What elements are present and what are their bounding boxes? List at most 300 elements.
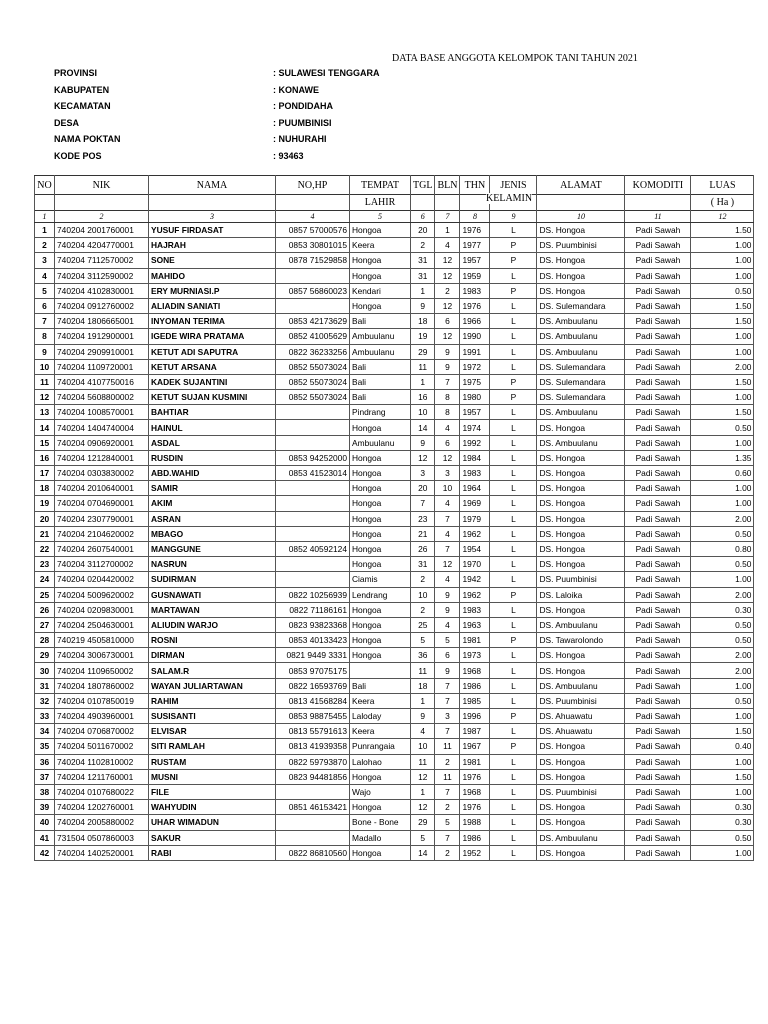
hp-cell: 0822 71186161: [276, 602, 350, 617]
thn-cell: 1996: [460, 709, 490, 724]
luas-cell: 1.50: [691, 769, 754, 784]
thn-cell: 1942: [460, 572, 490, 587]
komoditi-cell: Padi Sawah: [625, 359, 691, 374]
subheader-row: [35, 195, 754, 211]
hp-cell: [276, 420, 350, 435]
column-number: 6: [411, 211, 435, 223]
jenis-cell: L: [490, 511, 537, 526]
table-row: [35, 526, 754, 541]
tempat-cell: Ciamis: [350, 572, 411, 587]
thn-cell: 1970: [460, 557, 490, 572]
info-label: KODE POS: [54, 150, 102, 161]
info-label: KECAMATAN: [54, 101, 111, 111]
komoditi-cell: Padi Sawah: [625, 405, 691, 420]
nama-cell: ALIADIN SANIATI: [149, 298, 276, 313]
tempat-cell: Hongoa: [350, 633, 411, 648]
nik-cell: 740219 4505810000: [55, 633, 149, 648]
tempat-cell: Pindrang: [350, 405, 411, 420]
komoditi-cell: Padi Sawah: [625, 587, 691, 602]
bln-cell: 4: [435, 420, 460, 435]
luas-cell: 0.50: [691, 557, 754, 572]
luas-cell: 0.30: [691, 602, 754, 617]
komoditi-cell: Padi Sawah: [625, 314, 691, 329]
nik-cell: 740204 1008570001: [55, 405, 149, 420]
alamat-cell: DS. Ahuawatu: [537, 709, 625, 724]
table-row: [35, 633, 754, 648]
bln-cell: 7: [435, 678, 460, 693]
luas-cell: 1.00: [691, 709, 754, 724]
alamat-cell: DS. Laloika: [537, 587, 625, 602]
table-row: [35, 390, 754, 405]
alamat-cell: DS. Ahuawatu: [537, 724, 625, 739]
jenis-cell: P: [490, 238, 537, 253]
bln-cell: 6: [435, 435, 460, 450]
tgl-cell: 1: [411, 693, 435, 708]
column-number: 12: [691, 211, 754, 223]
tempat-cell: Ambuulanu: [350, 344, 411, 359]
luas-cell: 2.00: [691, 663, 754, 678]
alamat-cell: DS. Hongoa: [537, 602, 625, 617]
alamat-cell: DS. Sulemandara: [537, 359, 625, 374]
table-row: [35, 283, 754, 298]
nik-cell: 740204 3006730001: [55, 648, 149, 663]
alamat-cell: DS. Hongoa: [537, 511, 625, 526]
bln-cell: 9: [435, 663, 460, 678]
table-row: [35, 481, 754, 496]
tempat-cell: Hongoa: [350, 769, 411, 784]
jenis-cell: L: [490, 541, 537, 556]
bln-cell: 8: [435, 405, 460, 420]
nama-cell: MARTAWAN: [149, 602, 276, 617]
thn-cell: 1973: [460, 648, 490, 663]
luas-cell: 0.50: [691, 420, 754, 435]
nik-cell: 740204 0912760002: [55, 298, 149, 313]
tempat-cell: Hongoa: [350, 557, 411, 572]
bln-cell: 6: [435, 648, 460, 663]
nik-cell: 731504 0507860003: [55, 830, 149, 845]
tempat-cell: Bali: [350, 678, 411, 693]
alamat-cell: DS. Hongoa: [537, 496, 625, 511]
hp-cell: 0853 94252000: [276, 450, 350, 465]
alamat-cell: DS. Hongoa: [537, 648, 625, 663]
hp-cell: [276, 405, 350, 420]
komoditi-cell: Padi Sawah: [625, 815, 691, 830]
alamat-cell: DS. Sulemandara: [537, 374, 625, 389]
nik-cell: 740204 3112700002: [55, 557, 149, 572]
table-row: [35, 435, 754, 450]
thn-cell: 1987: [460, 724, 490, 739]
komoditi-cell: Padi Sawah: [625, 420, 691, 435]
tgl-cell: 20: [411, 223, 435, 238]
jenis-cell: L: [490, 481, 537, 496]
thn-cell: 1966: [460, 314, 490, 329]
nama-cell: ROSNI: [149, 633, 276, 648]
jenis-cell: L: [490, 344, 537, 359]
nik-cell: 740204 2307790001: [55, 511, 149, 526]
tgl-cell: 4: [411, 724, 435, 739]
hp-cell: 0853 97075175: [276, 663, 350, 678]
thn-cell: 1981: [460, 633, 490, 648]
luas-cell: 1.00: [691, 496, 754, 511]
alamat-cell: DS. Sulemandara: [537, 390, 625, 405]
luas-cell: 1.50: [691, 298, 754, 313]
hp-cell: 0878 71529858: [276, 253, 350, 268]
info-label: PROVINSI: [54, 68, 98, 78]
row-no: 20: [35, 511, 55, 526]
info-value: : SULAWESI TENGGARA: [273, 68, 380, 78]
hp-cell: 0853 42173629: [276, 314, 350, 329]
hp-cell: 0813 41939358: [276, 739, 350, 754]
table-row: [35, 845, 754, 860]
hp-cell: [276, 268, 350, 283]
row-no: 41: [35, 830, 55, 845]
bln-cell: 4: [435, 572, 460, 587]
hp-cell: 0822 59793870: [276, 754, 350, 769]
row-no: 19: [35, 496, 55, 511]
column-number: 3: [149, 211, 276, 223]
hp-cell: 0853 98875455: [276, 709, 350, 724]
subheader-ha: ( Ha ): [691, 195, 754, 211]
alamat-cell: DS. Hongoa: [537, 526, 625, 541]
row-no: 17: [35, 466, 55, 481]
table-row: [35, 496, 754, 511]
jenis-cell: L: [490, 223, 537, 238]
row-no: 39: [35, 800, 55, 815]
nik-cell: 740204 1109720001: [55, 359, 149, 374]
row-no: 37: [35, 769, 55, 784]
jenis-cell: L: [490, 557, 537, 572]
column-number: 9: [490, 211, 537, 223]
komoditi-cell: Padi Sawah: [625, 633, 691, 648]
hp-cell: 0853 30801015: [276, 238, 350, 253]
row-no: 12: [35, 390, 55, 405]
tgl-cell: 1: [411, 784, 435, 799]
bln-cell: 4: [435, 238, 460, 253]
row-no: 28: [35, 633, 55, 648]
alamat-cell: DS. Puumbinisi: [537, 572, 625, 587]
komoditi-cell: Padi Sawah: [625, 435, 691, 450]
jenis-cell: P: [490, 709, 537, 724]
nama-cell: HAINUL: [149, 420, 276, 435]
tempat-cell: Hongoa: [350, 845, 411, 860]
bln-cell: 11: [435, 769, 460, 784]
nik-cell: 740204 2010640001: [55, 481, 149, 496]
hp-cell: [276, 511, 350, 526]
tgl-cell: 14: [411, 420, 435, 435]
nik-cell: 740204 2607540001: [55, 541, 149, 556]
nik-cell: 740204 0906920001: [55, 435, 149, 450]
col-header-alamat: ALAMAT: [537, 176, 625, 195]
tgl-cell: 11: [411, 754, 435, 769]
alamat-cell: DS. Hongoa: [537, 815, 625, 830]
jenis-cell: L: [490, 420, 537, 435]
tempat-cell: Hongoa: [350, 253, 411, 268]
hp-cell: 0822 36233256: [276, 344, 350, 359]
tgl-cell: 3: [411, 466, 435, 481]
nama-cell: MANGGUNE: [149, 541, 276, 556]
luas-cell: 1.00: [691, 344, 754, 359]
tempat-cell: Keera: [350, 238, 411, 253]
nik-cell: 740204 1102810002: [55, 754, 149, 769]
bln-cell: 7: [435, 693, 460, 708]
jenis-cell: L: [490, 815, 537, 830]
tgl-cell: 10: [411, 405, 435, 420]
alamat-cell: DS. Tawarolondo: [537, 633, 625, 648]
nik-cell: 740204 0704690001: [55, 496, 149, 511]
nik-cell: 740204 2504630001: [55, 617, 149, 632]
jenis-cell: P: [490, 739, 537, 754]
nama-cell: IGEDE WIRA PRATAMA: [149, 329, 276, 344]
nama-cell: RUSDIN: [149, 450, 276, 465]
nama-cell: SAKUR: [149, 830, 276, 845]
nik-cell: 740204 1404740004: [55, 420, 149, 435]
alamat-cell: DS. Hongoa: [537, 420, 625, 435]
tgl-cell: 2: [411, 602, 435, 617]
bln-cell: 12: [435, 329, 460, 344]
bln-cell: 12: [435, 253, 460, 268]
luas-cell: 1.50: [691, 405, 754, 420]
jenis-cell: L: [490, 359, 537, 374]
thn-cell: 1977: [460, 238, 490, 253]
nama-cell: WAYAN JULIARTAWAN: [149, 678, 276, 693]
hp-cell: 0852 55073024: [276, 390, 350, 405]
luas-cell: 2.00: [691, 359, 754, 374]
row-no: 24: [35, 572, 55, 587]
luas-cell: 1.50: [691, 374, 754, 389]
jenis-cell: L: [490, 830, 537, 845]
info-label: KABUPATEN: [54, 84, 110, 95]
nama-cell: ALIUDIN WARJO: [149, 617, 276, 632]
bln-cell: 12: [435, 450, 460, 465]
luas-cell: 0.50: [691, 526, 754, 541]
thn-cell: 1990: [460, 329, 490, 344]
luas-cell: 1.00: [691, 481, 754, 496]
hp-cell: [276, 526, 350, 541]
table-row: [35, 815, 754, 830]
info-value: : NUHURAHI: [273, 134, 327, 144]
row-no: 27: [35, 617, 55, 632]
jenis-cell: L: [490, 435, 537, 450]
info-label: DESA: [54, 117, 80, 128]
table-row: [35, 572, 754, 587]
komoditi-cell: Padi Sawah: [625, 526, 691, 541]
table-row: [35, 784, 754, 799]
jenis-cell: P: [490, 633, 537, 648]
jenis-cell: L: [490, 450, 537, 465]
jenis-cell: L: [490, 268, 537, 283]
alamat-cell: DS. Hongoa: [537, 223, 625, 238]
row-no: 11: [35, 374, 55, 389]
tgl-cell: 20: [411, 481, 435, 496]
nik-cell: 740204 4107750016: [55, 374, 149, 389]
thn-cell: 1976: [460, 800, 490, 815]
luas-cell: 1.00: [691, 268, 754, 283]
alamat-cell: DS. Ambuulanu: [537, 830, 625, 845]
jenis-cell: L: [490, 693, 537, 708]
row-no: 13: [35, 405, 55, 420]
tempat-cell: Hongoa: [350, 481, 411, 496]
alamat-cell: DS. Hongoa: [537, 450, 625, 465]
luas-cell: 1.00: [691, 238, 754, 253]
table-row: [35, 344, 754, 359]
alamat-cell: DS. Hongoa: [537, 253, 625, 268]
nama-cell: UHAR WIMADUN: [149, 815, 276, 830]
komoditi-cell: Padi Sawah: [625, 374, 691, 389]
komoditi-cell: Padi Sawah: [625, 663, 691, 678]
komoditi-cell: Padi Sawah: [625, 268, 691, 283]
alamat-cell: DS. Hongoa: [537, 754, 625, 769]
nik-cell: 740204 4204770001: [55, 238, 149, 253]
nik-cell: 740204 3112590002: [55, 268, 149, 283]
nama-cell: KETUT ARSANA: [149, 359, 276, 374]
nama-cell: SALAM.R: [149, 663, 276, 678]
bln-cell: 7: [435, 830, 460, 845]
column-number: 11: [625, 211, 691, 223]
komoditi-cell: Padi Sawah: [625, 511, 691, 526]
luas-cell: 0.50: [691, 830, 754, 845]
jenis-cell: L: [490, 526, 537, 541]
hp-cell: 0852 40592124: [276, 541, 350, 556]
komoditi-cell: Padi Sawah: [625, 617, 691, 632]
info-value: : KONAWE: [273, 85, 319, 95]
bln-cell: 1: [435, 223, 460, 238]
row-no: 30: [35, 663, 55, 678]
thn-cell: 1972: [460, 359, 490, 374]
luas-cell: 0.50: [691, 633, 754, 648]
luas-cell: 1.00: [691, 845, 754, 860]
tempat-cell: Kendari: [350, 283, 411, 298]
jenis-cell: P: [490, 253, 537, 268]
column-number: 1: [35, 211, 55, 223]
tempat-cell: Bali: [350, 314, 411, 329]
tgl-cell: 2: [411, 238, 435, 253]
hp-cell: [276, 557, 350, 572]
thn-cell: 1992: [460, 435, 490, 450]
luas-cell: 0.30: [691, 815, 754, 830]
jenis-cell: L: [490, 329, 537, 344]
bln-cell: 12: [435, 298, 460, 313]
bln-cell: 2: [435, 283, 460, 298]
jenis-cell: L: [490, 845, 537, 860]
row-no: 18: [35, 481, 55, 496]
col-header-tempat: TEMPAT: [350, 176, 411, 195]
alamat-cell: DS. Puumbinisi: [537, 693, 625, 708]
jenis-cell: L: [490, 784, 537, 799]
komoditi-cell: Padi Sawah: [625, 298, 691, 313]
thn-cell: 1967: [460, 739, 490, 754]
bln-cell: 2: [435, 845, 460, 860]
nik-cell: 740204 4102830001: [55, 283, 149, 298]
nik-cell: 740204 1807860002: [55, 678, 149, 693]
row-no: 5: [35, 283, 55, 298]
table-row: [35, 602, 754, 617]
tgl-cell: 1: [411, 374, 435, 389]
row-no: 16: [35, 450, 55, 465]
nik-cell: 740204 5608800002: [55, 390, 149, 405]
nama-cell: NASRUN: [149, 557, 276, 572]
table-row: [35, 754, 754, 769]
nama-cell: KADEK SUJANTINI: [149, 374, 276, 389]
nik-cell: 740204 0303830002: [55, 466, 149, 481]
komoditi-cell: Padi Sawah: [625, 678, 691, 693]
jenis-cell: L: [490, 602, 537, 617]
nik-cell: 740204 1202760001: [55, 800, 149, 815]
nama-cell: AKIM: [149, 496, 276, 511]
row-no: 29: [35, 648, 55, 663]
luas-cell: 0.30: [691, 800, 754, 815]
nik-cell: 740204 0706870002: [55, 724, 149, 739]
table-row: [35, 268, 754, 283]
bln-cell: 5: [435, 633, 460, 648]
row-no: 3: [35, 253, 55, 268]
nama-cell: RABI: [149, 845, 276, 860]
table-row: [35, 739, 754, 754]
komoditi-cell: Padi Sawah: [625, 390, 691, 405]
nama-cell: KETUT ADI SAPUTRA: [149, 344, 276, 359]
table-row: [35, 314, 754, 329]
table-row: [35, 648, 754, 663]
row-no: 1: [35, 223, 55, 238]
info-value: : PONDIDAHA: [273, 101, 333, 111]
hp-cell: 0823 93823368: [276, 617, 350, 632]
hp-cell: [276, 572, 350, 587]
luas-cell: 0.50: [691, 617, 754, 632]
nik-cell: 740204 1109650002: [55, 663, 149, 678]
info-value: : 93463: [273, 151, 304, 161]
document-title: DATA BASE ANGGOTA KELOMPOK TANI TAHUN 2021: [392, 53, 638, 64]
row-no: 42: [35, 845, 55, 860]
nik-cell: 740204 0107680022: [55, 784, 149, 799]
tempat-cell: Keera: [350, 724, 411, 739]
nik-cell: 740204 4903960001: [55, 709, 149, 724]
tgl-cell: 16: [411, 390, 435, 405]
tempat-cell: [350, 663, 411, 678]
alamat-cell: DS. Ambuulanu: [537, 435, 625, 450]
hp-cell: 0823 94481856: [276, 769, 350, 784]
jenis-cell: L: [490, 617, 537, 632]
jenis-cell: L: [490, 724, 537, 739]
row-no: 15: [35, 435, 55, 450]
luas-cell: 0.60: [691, 466, 754, 481]
tgl-cell: 12: [411, 450, 435, 465]
nama-cell: MUSNI: [149, 769, 276, 784]
komoditi-cell: Padi Sawah: [625, 754, 691, 769]
bln-cell: 12: [435, 268, 460, 283]
row-no: 22: [35, 541, 55, 556]
nik-cell: 740204 2909910001: [55, 344, 149, 359]
thn-cell: 1980: [460, 390, 490, 405]
table-row: [35, 329, 754, 344]
table-row: [35, 587, 754, 602]
tgl-cell: 7: [411, 496, 435, 511]
jenis-cell: L: [490, 314, 537, 329]
bln-cell: 9: [435, 344, 460, 359]
tempat-cell: Hongoa: [350, 223, 411, 238]
nik-cell: 740204 2001760001: [55, 223, 149, 238]
komoditi-cell: Padi Sawah: [625, 769, 691, 784]
alamat-cell: DS. Ambuulanu: [537, 617, 625, 632]
tempat-cell: Bali: [350, 374, 411, 389]
alamat-cell: DS. Ambuulanu: [537, 678, 625, 693]
jenis-cell: L: [490, 663, 537, 678]
hp-cell: [276, 815, 350, 830]
tempat-cell: Hongoa: [350, 268, 411, 283]
tempat-cell: Lendrang: [350, 587, 411, 602]
table-row: [35, 678, 754, 693]
thn-cell: 1957: [460, 405, 490, 420]
thn-cell: 1957: [460, 253, 490, 268]
col-header-nama: NAMA: [149, 176, 276, 195]
